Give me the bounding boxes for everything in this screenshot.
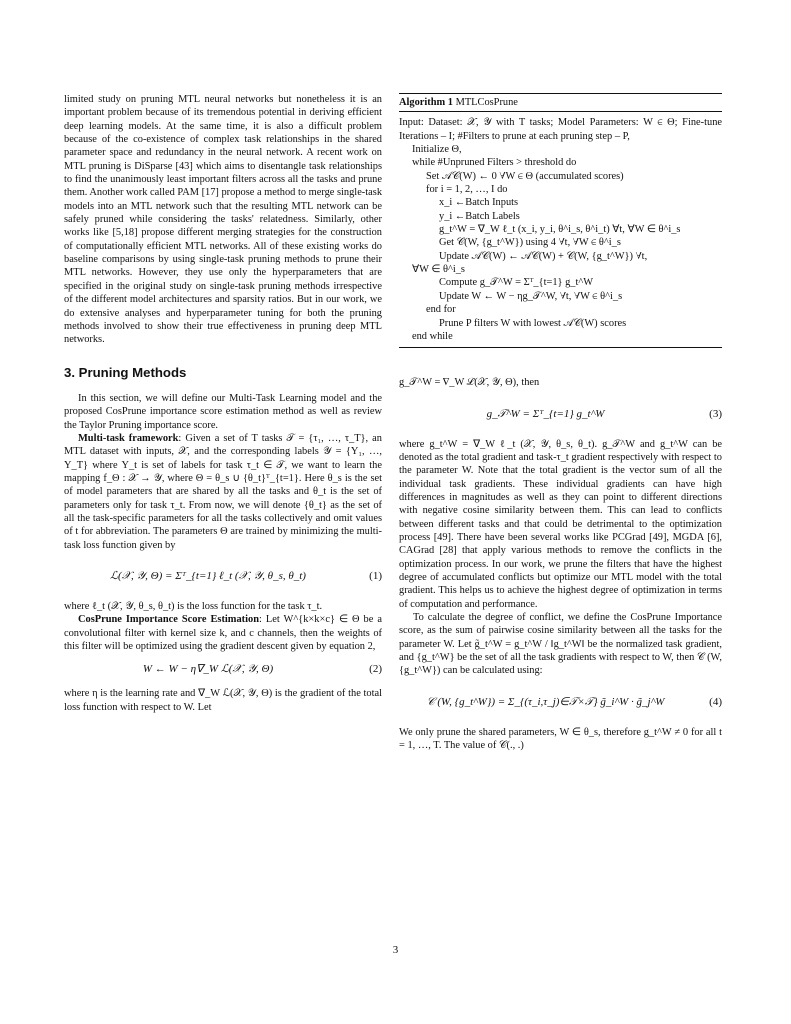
algorithm-box [399,93,722,348]
equation-4-expr: 𝒞 (W, {g_t^W}) = Σ_{(τ_i,τ_j)∈𝒯×𝒯} g̃_i^W · g̃_j^W [426,695,665,708]
section-intro-paragraph: In this section, we will define our Multi-Task Learning model and the proposed CosPrune importance score estimation method as well as review the Taylor Pruning importance score. [64,392,382,431]
equation-4 [399,684,722,720]
after-eq2-paragraph: where η is the learning rate and ∇_W ℒ(𝒳, 𝒴, Θ) is the gradient of the total loss function with respect to W. Let [64,688,382,713]
algorithm-line: Prune P filters W with lowest 𝒜𝒞(W) scores [439,317,627,329]
algorithm-line: Input: Dataset: 𝒳, 𝒴 with T tasks; Model Parameters: W ∈ Θ; Fine-tune Iterations – I; #Filters to prune at each pruning step – P, [399,117,722,142]
algorithm-line: Get 𝒞(W, {g_t^W}) using 4 ∀t, ∀W ∈ θ^i_s [439,237,621,249]
page-number: 3 [392,944,399,956]
algorithm-line: x_i ←Batch Inputs [439,197,519,209]
equation-2-expr: W ← W − η∇_W ℒ(𝒳, 𝒴, Θ) [142,663,274,676]
equation-4-number: (4) [709,695,722,708]
equation-3-expr: g_𝒯^W = Σᵀ_{t=1} g_t^W [486,407,605,420]
intro-paragraph: limited study on pruning MTL neural networks but nonetheless it is an important problem because of its tremendous potential in deriving efficient deep learning models. At the same time, it is also a difficult problem because of the co-existence of complex task relationships in the shared parameter space and redundancy in the neural network. A recent work on MTL pruning is DiSparse [43] which aims to disentangle task relationships to find the unanimously least important filters across all the tasks and prune them. Another work called PAM [17] propose a method to merge single-task models into an MTL network such that the resulting MTL network can be safely pruned while considering the tasks' relatedness. Similarly, other works like [5,18] propose different merging strategies for the construction of computationally efficient MTL networks. All of these existing works do baseline comparisons by using single-task pruning methods to prune their MTL networks. However, they use only the hyperparameters that are specified in the original study on single-task pruning methods irrespective of the different model architectures and sparsity ratios. But in our work, we do extensive analyses and hyperparameter tuning for both the pruning methods involved to show their true effectiveness in pruning deep MTL networks. [64,94,383,346]
conflict-paragraph: To calculate the degree of conflict, we define the CosPrune Importance score, as the sum of pairwise cosine similarity between all the tasks for the parameter W. Let g̃_t^W = g_t^W / ‖g_t^W‖ be the normalized task gradient, and {g_t^W} be the set of all the task gradients with respect to W, then 𝒞 (W, {g_t^W}) can be calculated using: [399,612,722,677]
equation-2-number: (2) [369,663,382,676]
right-column [399,93,722,752]
algorithm-body [399,112,722,347]
shared-params-paragraph: We only prune the shared parameters, W ∈ θ_s, therefore g_t^W ≠ 0 for all t = 1, …, T. The value of 𝒞(., .) [399,726,722,752]
algorithm-line: end while [412,330,453,342]
left-column [64,93,382,714]
cps-heading: CosPrune Importance Score Estimation [78,614,259,626]
equation-2 [64,659,382,681]
equation-3 [399,396,722,432]
section-title: 3. Pruning Methods [64,364,187,380]
cps-text: : Let W^{k×k×c} ∈ Θ be a convolutional filter with kernel size k, and c channels, then the weights of this filter will be optimized using the gradient descent given by equation 2, [64,614,382,653]
algorithm-line: Update W ← W − ηg_𝒯^W, ∀t, ∀W ∈ θ^i_s [439,290,623,302]
algorithm-line: while #Unpruned Filters > threshold do [412,157,577,169]
algorithm-line: end for [426,304,456,316]
mtf-text: : Given a set of T tasks 𝒯 = {τ₁, …, τ_T}, an MTL dataset with inputs, 𝒳, and the corresponding labels 𝒴 = {Y₁, …, Y_T} where Y_t is set of labels for task τ_t ∈ 𝒯, we want to learn the mapping f_Θ : 𝒳 → 𝒴, where Θ = θ_s ∪ {θ_t}ᵀ_{t=1}. Here θ_s is the set of model parameters that are shared by all the tasks and θ_t is the set of parameters only for task τ_t. From now, we will denote {θ_t} as the set of all the task-specific parameters for all the tasks collectively and omit values of t for abbreviation. The parameters Θ are trained by minimizing the multi-task loss function given by [64,432,382,551]
gradient-paragraph: where g_t^W = ∇_W ℓ_t (𝒳, 𝒴, θ_s, θ_t). g_𝒯^W and g_t^W can be denoted as the total gradient and task-τ_t gradient respectively with respect to the parameter W. Note that the total gradient is the vector sum of all the individual task gradients. These individual gradients can have high differences in magnitudes as well as they can point to different directions with negative cosine similarity between them. This can lead to conflicts between different tasks and that could be detrimental to the optimization process [49]. There have been several works like PCGrad [49], MGDA [6], CAGrad [28] that apply various methods to remove the conflicts in the optimization process. In our work, we prune the filters that have the highest degree of accumulated conflicts but optimize our MTL model with the total gradient. This helps us to achieve the highest degree of optimization in terms of computation and performance. [399,438,723,610]
algorithm-line: ∀W ∈ θ^i_s [412,264,465,276]
algorithm-label: Algorithm 1 [399,97,453,108]
right-intro: g_𝒯^W = ∇_W ℒ(𝒳, 𝒴, Θ), then [399,377,540,389]
equation-1-number: (1) [369,570,382,582]
after-eq1-paragraph: where ℓ_t (𝒳, 𝒴, θ_s, θ_t) is the loss function for the task τ_t. [64,601,323,612]
equation-1-expr: ℒ(𝒳, 𝒴, Θ) = Σᵀ_{t=1} ℓ_t (𝒳, 𝒴, θ_s, θ_t) [110,570,306,582]
equation-1 [64,558,382,594]
algorithm-line: y_i ←Batch Labels [439,210,520,222]
algorithm-line: Initialize Θ, [412,144,462,156]
algorithm-title [399,94,722,112]
multitask-framework-paragraph [64,432,382,552]
mtf-heading: Multi-task framework [78,432,179,444]
algorithm-line: for i = 1, 2, …, I do [426,184,508,196]
algorithm-line: Set 𝒜𝒞(W) ← 0 ∀W ∈ Θ (accumulated scores) [426,170,624,182]
equation-3-number: (3) [709,407,722,420]
algorithm-line: Compute g_𝒯^W = Σᵀ_{t=1} g_t^W [439,277,594,289]
algorithm-name: MTLCosPrune [455,97,518,108]
cosprune-paragraph [64,613,382,653]
algorithm-line: g_t^W = ∇_W ℓ_t (x_i, y_i, θ^i_s, θ^i_t) ∀t, ∀W ∈ θ^i_s [439,224,681,236]
algorithm-line: Update 𝒜𝒞(W) ← 𝒜𝒞(W) + 𝒞(W, {g_t^W}) ∀t, [439,250,648,262]
